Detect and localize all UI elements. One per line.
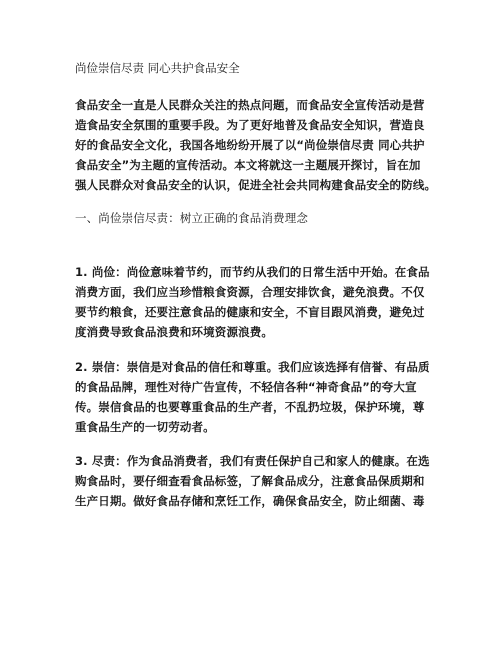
text-line: 传。崇信食品的也要尊重食品的生产者，不乱扔垃圾，保护环境，尊	[75, 400, 425, 414]
document-title: 尚俭崇信尽责 同心共护食品安全	[75, 61, 240, 75]
text-line: 食品安全一直是人民群众关注的热点问题，而食品安全宣传活动是营	[75, 98, 425, 112]
list-item-3	[75, 451, 435, 511]
intro-paragraph	[75, 95, 435, 195]
text-line: 2. 崇信：崇信是对食品的信任和尊重。我们应该选择有信誉、有品质	[75, 360, 430, 374]
text-line: 要节约粮食，还要注意食品的健康和安全，不盲目跟风消费，避免过	[75, 305, 425, 319]
text-line: 重食品生产的一切劳动者。	[75, 420, 215, 434]
text-line: 好的食品安全文化，我国各地纷纷开展了以“尚俭崇信尽责 同心共护	[75, 138, 425, 152]
text-line: 造食品安全氛围的重要手段。为了更好地普及食品安全知识，营造良	[75, 118, 425, 132]
text-line: 强人民群众对食品安全的认识，促进全社会共同构建食品安全的防线。	[75, 178, 437, 192]
section-heading-block	[75, 208, 435, 228]
list-item-1	[75, 262, 435, 342]
text-line: 消费方面，我们应当珍惜粮食资源，合理安排饮食，避免浪费。不仅	[75, 285, 425, 299]
text-line: 食品安全”为主题的宣传活动。本文将就这一主题展开探讨，旨在加	[75, 158, 421, 172]
text-line: 1. 尚俭：尚俭意味着节约，而节约从我们的日常生活中开始。在食品	[75, 265, 430, 279]
text-line: 度消费导致食品浪费和环境资源浪费。	[75, 325, 274, 339]
text-line: 3. 尽责：作为食品消费者，我们有责任保护自己和家人的健康。在选	[75, 454, 430, 468]
section-heading: 一、尚俭崇信尽责：树立正确的食品消费理念	[75, 211, 308, 225]
text-line: 生产日期。做好食品存储和烹饪工作，确保食品安全，防止细菌、毒	[75, 494, 425, 508]
text-line: 的食品品牌，理性对待广告宣传，不轻信各种“神奇食品”的夸大宣	[75, 380, 417, 394]
list-item-2	[75, 357, 435, 437]
text-line: 购食品时，要仔细查看食品标签，了解食品成分，注意食品保质期和	[75, 474, 425, 488]
